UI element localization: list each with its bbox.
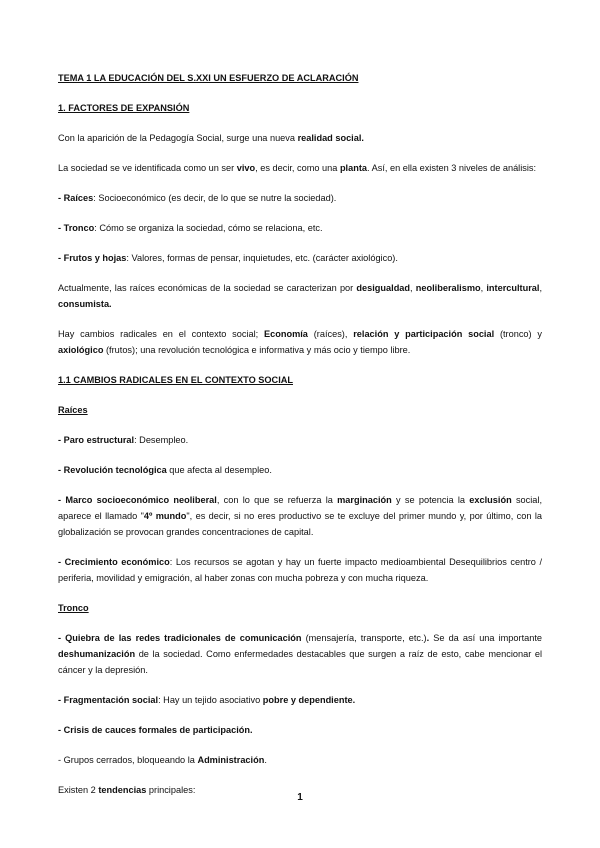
subheading-raices: Raíces [58, 405, 88, 415]
list-item-quiebra: - Quiebra de las redes tradicionales de comunicación (mensajería, transporte, etc.). Se da así una importante deshumanización de la sociedad. Como enfermedades destacables que surgen a raíz de esto, cabe mencionar el cáncer y la depresión. [58, 633, 543, 675]
section-heading-cambios-radicales: 1.1 CAMBIOS RADICALES EN EL CONTEXTO SOCIAL [58, 375, 293, 385]
paragraph-actualmente: Actualmente, las raíces económicas de la sociedad se caracterizan por desigualdad, neoliberalismo, intercultural, consumista. [58, 283, 543, 309]
list-item-revolucion: - Revolución tecnológica que afecta al desempleo. [58, 465, 272, 475]
list-item-marco: - Marco socioeconómico neoliberal, con lo que se refuerza la marginación y se potencia la exclusión social, aparece el llamado "4º mundo", es decir, si no eres productivo se te excluye del primer mundo y, por último, con la globalización se provocan grandes concentraciones de capital. [58, 495, 543, 537]
paragraph-sociedad: La sociedad se ve identificada como un ser vivo, es decir, como una planta. Así, en ella existen 3 niveles de análisis: [58, 163, 537, 173]
section-heading-factores: 1. FACTORES DE EXPANSIÓN [58, 103, 190, 113]
list-item-tronco: - Tronco: Cómo se organiza la sociedad, cómo se relaciona, etc. [58, 223, 323, 233]
list-item-frutos: - Frutos y hojas: Valores, formas de pensar, inquietudes, etc. (carácter axiológico). [58, 253, 398, 263]
subheading-tronco: Tronco [58, 603, 89, 613]
list-item-grupos: - Grupos cerrados, bloqueando la Administración. [58, 755, 267, 765]
page-number: 1 [297, 792, 303, 803]
list-item-fragmentacion: - Fragmentación social: Hay un tejido asociativo pobre y dependiente. [58, 695, 356, 705]
list-item-crecimiento: - Crecimiento económico: Los recursos se agotan y hay un fuerte impacto medioambiental Desequilibrios centro / periferia, movilidad y emigración, al haber zonas con mucha pobreza y con mucha riqueza. [58, 557, 543, 583]
paragraph-tendencias: Existen 2 tendencias principales: [58, 785, 196, 795]
paragraph-intro: Con la aparición de la Pedagogía Social, surge una nueva realidad social. [58, 133, 364, 143]
list-item-raices: - Raíces: Socioeconómico (es decir, de lo que se nutre la sociedad). [58, 193, 337, 203]
document-title: TEMA 1 LA EDUCACIÓN DEL S.XXI UN ESFUERZO DE ACLARACIÓN [58, 73, 359, 83]
list-item-crisis: - Crisis de cauces formales de participación. [58, 725, 253, 735]
list-item-paro: - Paro estructural: Desempleo. [58, 435, 189, 445]
paragraph-cambios: Hay cambios radicales en el contexto social; Economía (raíces), relación y participación social (tronco) y axiológico (frutos); una revolución tecnológica e informativa y más ocio y tiempo libre. [58, 329, 542, 355]
